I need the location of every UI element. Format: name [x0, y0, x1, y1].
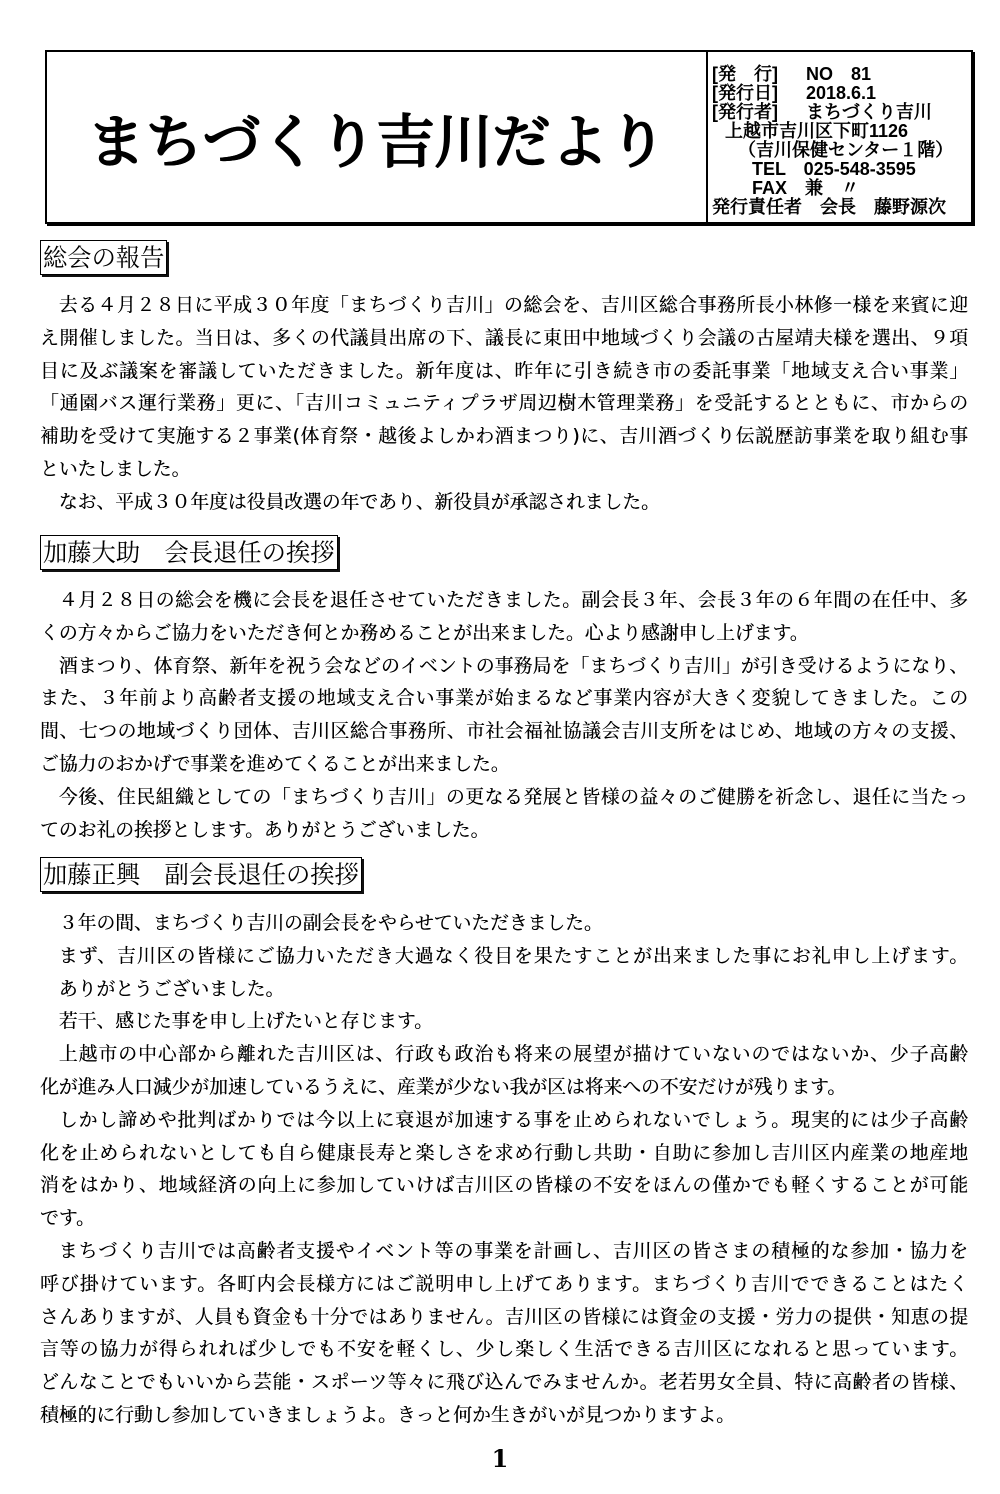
body-line: 補助を受けて実施する２事業(体育祭・越後よしかわ酒まつり)に、吉川酒づくり伝説歴訪事業を取り組む事	[40, 426, 968, 448]
body-line: 上越市の中心部から離れた吉川区は、行政も政治も将来の展望が描けていないのではないか、少子高齢	[58, 1044, 968, 1066]
body-line: 呼び掛けています。各町内会長様方にはご説明申し上げてあります。まちづくり吉川でできることはたく	[40, 1273, 968, 1295]
body-line: また、３年前より高齢者支援の地域支え合い事業が始まるなど事業内容が大きく変貌してきました。この	[40, 688, 968, 710]
date-row	[712, 84, 967, 103]
date-label: [発行日]	[712, 83, 778, 103]
publisher-row	[712, 103, 967, 122]
publisher-building: （吉川保健センター１階）	[738, 140, 954, 160]
masthead	[45, 50, 973, 224]
body-line: 積極的に行動し参加していきましょうよ。きっと何か生きがいが見つかりますよ。	[40, 1404, 735, 1426]
section-heading-general-meeting: 総会の報告	[40, 240, 167, 275]
page-number: 1	[491, 1444, 509, 1473]
body-line: 消をはかり、地域経済の向上に参加していけば吉川区の皆様の不安をほんの僅かでも軽くすることが可能	[40, 1175, 968, 1197]
body-line: 言等の協力が得られれば少しでも不安を軽くし、少し楽しく生活できる吉川区になれると思っています。	[40, 1339, 968, 1361]
body-line: 化を止められないとしても自ら健康長寿と楽しさを求め行動し共助・自助に参加し吉川区内産業の地産地	[40, 1142, 968, 1164]
body-line: といたしました。	[40, 458, 191, 480]
responsible-person: 発行責任者 会長 藤野源次	[712, 197, 946, 217]
body-line: どんなことでもいいから芸能・スポーツ等々に飛び込んでみませんか。老若男女全員、特に高齢者の皆様、	[40, 1372, 968, 1394]
body-line: くの方々からご協力をいただき何とか務めることが出来ました。心より感謝申し上げます。	[40, 622, 809, 644]
section-body-president-farewell	[40, 585, 968, 847]
issue-date: 2018.6.1	[806, 83, 877, 103]
publication-info	[712, 65, 967, 217]
body-line: なお、平成３０年度は役員改選の年であり、新役員が承認されました。	[58, 491, 660, 513]
body-line: まず、吉川区の皆様にご協力いただき大過なく役目を果たすことが出来ました事にお礼申し上げます。	[58, 945, 968, 967]
issue-label: [発 行]	[712, 64, 778, 84]
publisher-fax: FAX 兼 〃	[752, 178, 860, 198]
body-line: まちづくり吉川では高齢者支援やイベント等の事業を計画し、吉川区の皆さまの積極的な参加・協力を	[58, 1240, 968, 1262]
body-line: 酒まつり、体育祭、新年を祝う会などのイベントの事務局を「まちづくり吉川」が引き受けるようになり、	[58, 655, 968, 677]
body-line: 目に及ぶ議案を審議していただきました。新年度は、昨年に引き続き市の委託事業「地域支え合い事業」	[40, 360, 968, 382]
publisher-name: まちづくり吉川	[806, 102, 932, 122]
body-line: てのお礼の挨拶とします。ありがとうございました。	[40, 819, 490, 841]
publisher-address: 上越市吉川区下町1126	[725, 121, 909, 141]
publisher-label: [発行者]	[712, 102, 778, 122]
body-line: 間、七つの地域づくり団体、吉川区総合事務所、市社会福祉協議会吉川支所をはじめ、地域の方々の支援、	[40, 721, 968, 743]
body-line: ご協力のおかげで事業を進めてくることが出来ました。	[40, 753, 510, 775]
body-line: 今後、住民組織としての「まちづくり吉川」の更なる発展と皆様の益々のご健勝を祈念し、退任に当たっ	[58, 786, 968, 808]
body-line: しかし諦めや批判ばかりでは今以上に衰退が加速する事を止められないでしょう。現実的には少子高齢	[58, 1109, 968, 1131]
issue-row	[712, 65, 967, 84]
body-line: 化が進み人口減少が加速しているうえに、産業が少ない我が区は将来への不安だけが残ります。	[40, 1076, 847, 1098]
section-body-general-meeting	[40, 290, 968, 520]
body-line: 去る４月２８日に平成３０年度「まちづくり吉川」の総会を、吉川区総合事務所長小林修一様を来賓に迎	[58, 295, 968, 316]
body-line: え開催しました。当日は、多くの代議員出席の下、議長に東田中地域づくり会議の古屋靖夫様を選出、９項	[40, 327, 968, 349]
body-line: さんありますが、人員も資金も十分ではありません。吉川区の皆様には資金の支援・労力の提供・知恵の提	[40, 1306, 968, 1328]
masthead-divider	[706, 52, 708, 222]
body-line: です。	[40, 1208, 95, 1230]
body-line: 「通園バス運行業務」更に、「吉川コミュニティプラザ周辺樹木管理業務」を受託するとともに、市からの	[40, 393, 968, 415]
issue-number: NO 81	[806, 64, 872, 84]
body-line: ４月２８日の総会を機に会長を退任させていただきました。副会長３年、会長３年の６年間の在任中、多	[58, 590, 968, 611]
body-line: 若干、感じた事を申し上げたいと存じます。	[58, 1011, 433, 1033]
section-body-vice-president-farewell	[40, 908, 968, 1433]
section-heading-president-farewell: 加藤大助 会長退任の挨拶	[40, 535, 338, 570]
newsletter-title: まちづくり吉川だより	[86, 108, 667, 176]
body-line: ありがとうございました。	[58, 978, 285, 1000]
body-line: ３年の間、まちづくり吉川の副会長をやらせていただきました。	[58, 913, 603, 934]
publisher-tel: TEL 025-548-3595	[752, 159, 916, 179]
section-heading-vice-president-farewell: 加藤正興 副会長退任の挨拶	[40, 857, 362, 892]
